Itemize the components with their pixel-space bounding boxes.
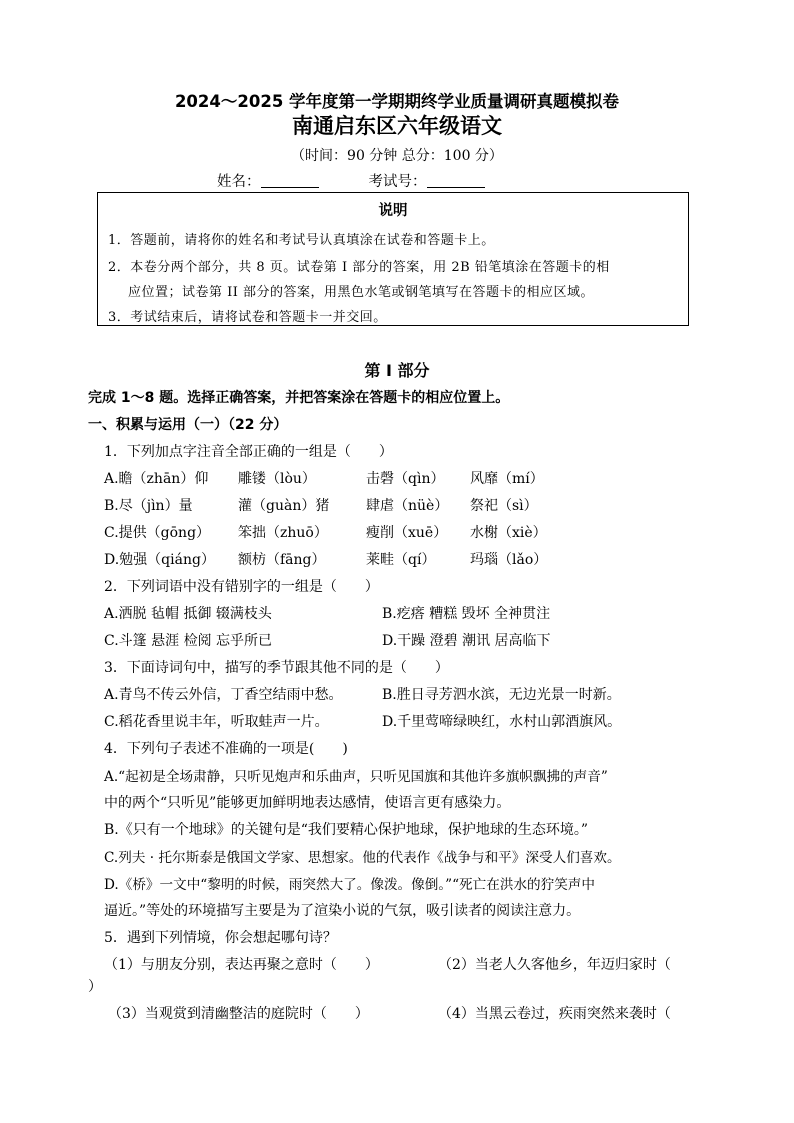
question-3-stem: 3．下面诗词句中，描写的季节跟其他不同的是（ ）	[104, 660, 449, 676]
name-blank	[261, 173, 319, 188]
instruction-item-1: 1．答题前，请将你的姓名和考试号认真填涂在试卷和答题卡上。	[108, 233, 495, 248]
name-exam-number-line	[217, 170, 485, 191]
section-heading: 一、积累与运用（一）（22 分）	[88, 417, 288, 433]
exam-title-line1: 2024～2025 学年度第一学期期终学业质量调研真题模拟卷	[174, 92, 620, 111]
part-title: 第 I 部分	[364, 361, 430, 380]
question-5-stem: 5．遇到下列情境，你会想起哪句诗？	[104, 930, 337, 946]
exam-number-label: 考试号：	[368, 174, 427, 190]
part-instruction: 完成 1～8 题。选择正确答案，并把答案涂在答题卡的相应位置上。	[88, 390, 510, 406]
question-5-sub-3: （3）当观赏到清幽整洁的庭院时（ ）	[108, 1006, 369, 1022]
question-2-option-b: B.疙瘩 糟糕 毁坏 全神贯注	[382, 606, 551, 622]
instruction-item-2b: 应位置；试卷第 II 部分的答案，用黑色水笔或钢笔填写在答题卡的相应区域。	[128, 285, 595, 300]
exam-number-blank	[427, 173, 485, 188]
question-4-option-a-line2: 中的两个“只听见”能够更加鲜明地表达感情，使语言更有感染力。	[104, 795, 511, 811]
question-3-option-a: A.青鸟不传云外信，丁香空结雨中愁。	[104, 687, 343, 703]
question-4-stem: 4．下列句子表述不准确的一项是( )	[104, 741, 348, 757]
question-2-option-c: C.斗篷 悬涯 检阅 忘乎所已	[104, 633, 273, 649]
question-5-sub-2: （2）当老人久客他乡，年迈归家时（	[438, 957, 671, 973]
question-4-option-a-line1: A.“起初是全场肃静，只听见炮声和乐曲声，只听见国旗和其他许多旗帜飘拂的声音”	[104, 769, 608, 785]
instruction-item-3: 3．考试结束后，请将试卷和答题卡一并交回。	[108, 310, 387, 325]
question-2-option-d: D.干躁 澄碧 潮讯 居高临下	[382, 633, 551, 649]
question-5-sub-1: （1）与朋友分别，表达再聚之意时（ ）	[104, 957, 379, 973]
name-label: 姓名：	[217, 174, 261, 190]
question-4-option-c: C.列夫 · 托尔斯泰是俄国文学家、思想家。他的代表作《战争与和平》深受人们喜欢。	[104, 850, 621, 866]
question-5-sub-4: （4）当黑云卷过，疾雨突然来袭时（	[438, 1006, 671, 1022]
question-2-stem: 2．下列词语中没有错别字的一组是（ ）	[104, 579, 379, 595]
exam-page: 2024～2025 学年度第一学期期终学业质量调研真题模拟卷 南通启东区六年级语文 （时间：90 分钟 总分：100 分） 姓名： 考试号： 说明 1．答题前，请将你的姓名和考试号认真填涂在试卷和答题卡上。 2．本卷分两个部分，共 8 页。试卷第 I 部分的答案，用 2B 铅笔填涂在答题卡的相 应位置；试卷第 II 部分的答案，用黑色水笔或钢笔填写在答题卡的相应区域。 3．考试结束后，请将试卷和答题卡一并交回。 第 I 部分 完成 1～8 题。选择正确答案，并把答案涂在答题卡的相应位置上。 一、积累与运用（一）（22 分） 1．下列加点字注音全部正确的一组是（ ） A.瞻（zhān）仰 雕镂（lòu） 击磬（qìn） 风靡（mí） B.尽（jìn）量 灌（guàn）猪 肆虐（nüè） 祭祀（sì） C.提供（gōng） 笨拙（zhuō） 瘦削（xuē） 水榭（xiè） D.勉强（qiáng） 额枋（fāng） 莱畦（qí） 玛瑙（lǎo） 2．下列词语中没有错别字的一组是（ ） A.洒脱 毡帽 抵御 辍满枝头 B.疙瘩 糟糕 毁坏 全神贯注 C.斗篷 悬涯 检阅 忘乎所已 D.干躁 澄碧 潮讯 居高临下 3．下面诗词句中，描写的季节跟其他不同的是（ ） A.青鸟不传云外信，丁香空结雨中愁。 B.胜日寻芳泗水滨，无边光景一时新。 C.稻花香里说丰年，听取蛙声一片。 D.千里莺啼绿映红，水村山郭酒旗风。 4．下列句子表述不准确的一项是( ) A.“起初是全场肃静，只听见炮声和乐曲声，只听见国旗和其他许多旗帜飘拂的声音” 中的两个“只听见”能够更加鲜明地表达感情，使语言更有感染力。 B.《只有一个地球》的关键句是“我们要精心保护地球，保护地球的生态环境。” C.列夫 · 托尔斯泰是俄国文学家、思想家。他的代表作《战争与和平》深受人们喜欢。 D.《桥》一文中“黎明的时候，雨突然大了。像泼。像倒。”“死亡在洪水的狞笑声中 逼近。”等处的环境描写主要是为了渲染小说的气氛，吸引读者的阅读注意力。 5．遇到下列情境，你会想起哪句诗？ （1）与朋友分别，表达再聚之意时（ ） （2）当老人久客他乡，年迈归家时（ ） （3）当观赏到清幽整洁的庭院时（ ） （4）当黑云卷过，疾雨突然来袭时（	[0, 0, 794, 1123]
question-3-option-d: D.千里莺啼绿映红，水村山郭酒旗风。	[382, 714, 622, 730]
question-3-option-c: C.稻花香里说丰年，听取蛙声一片。	[104, 714, 329, 730]
question-5-sub-2-continuation: ）	[88, 979, 102, 995]
question-1-stem: 1．下列加点字注音全部正确的一组是（ ）	[104, 444, 393, 460]
question-4-option-d-line1: D.《桥》一文中“黎明的时候，雨突然大了。像泼。像倒。”“死亡在洪水的狞笑声中	[104, 877, 595, 893]
question-4-option-d-line2: 逼近。”等处的环境描写主要是为了渲染小说的气氛，吸引读者的阅读注意力。	[104, 903, 581, 919]
instructions-title: 说明	[378, 203, 408, 219]
instructions-box	[97, 192, 689, 326]
exam-time-info: （时间：90 分钟 总分：100 分）	[291, 148, 503, 164]
question-4-option-b: B.《只有一个地球》的关键句是“我们要精心保护地球，保护地球的生态环境。”	[104, 822, 589, 838]
question-2-option-a: A.洒脱 毡帽 抵御 辍满枝头	[104, 606, 272, 622]
exam-title-line2: 南通启东区六年级语文	[292, 114, 502, 138]
question-3-option-b: B.胜日寻芳泗水滨，无边光景一时新。	[382, 687, 621, 703]
instruction-item-2a: 2．本卷分两个部分，共 8 页。试卷第 I 部分的答案，用 2B 铅笔填涂在答题卡的相	[108, 260, 610, 275]
